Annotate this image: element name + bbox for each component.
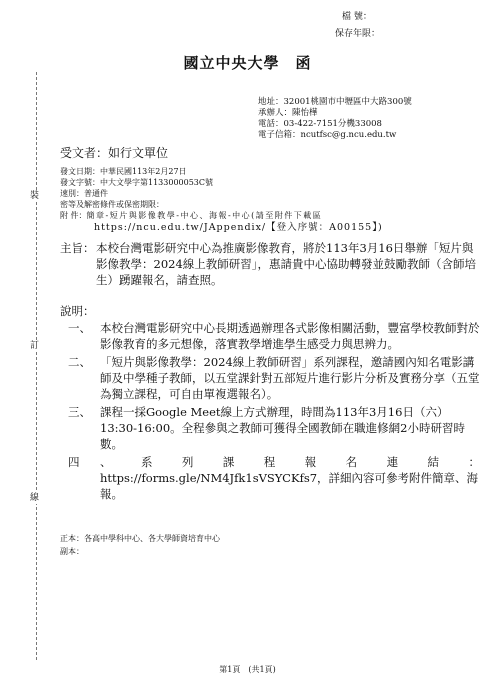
- heading-char: 課: [222, 455, 235, 469]
- heading-char: 系: [140, 455, 153, 469]
- description-items: [68, 320, 480, 504]
- recipient: 受文者：如行文單位: [60, 146, 169, 160]
- cc-block: [60, 532, 220, 558]
- attachment-label: 附 件：: [60, 211, 87, 220]
- contact-handler: 承辦人：陳怡樺: [258, 108, 318, 118]
- contact-email: 電子信箱：ncutfsc@g.ncu.edu.tw: [258, 130, 397, 140]
- description-label: 說明：: [60, 304, 95, 318]
- item-number: 一、: [68, 321, 91, 335]
- list-item: [68, 354, 480, 402]
- contact-block: [258, 97, 412, 141]
- item-number: 四: [68, 455, 80, 469]
- primary-recipients: 正本：各高中學科中心、各大學師資培育中心: [60, 534, 220, 543]
- subject-label: 主旨：: [60, 241, 95, 255]
- list-item: [68, 454, 480, 502]
- heading-char: 連: [386, 455, 399, 469]
- meta-block: [60, 166, 475, 233]
- copy-recipients: 副本：: [60, 547, 84, 556]
- binding-char-ding: 訂: [30, 341, 40, 351]
- heading-char: 名: [345, 455, 358, 469]
- attachment-text: 簡章-短片與影像教學-中心、海報-中心(請至附件下載區: [86, 211, 323, 220]
- item-text: 「短片與影像教學：2024線上教師研習」系列課程，邀請國內知名電影講師及中學種子教師，以五堂課針對五部短片進行影片分析及實務分享（五堂為獨立課程，可自由單複選報名）。: [100, 355, 480, 401]
- subject-text: 本校台灣電影研究中心為推廣影像教育，將於113年3月16日舉辦「短片與影像教學：2024線上教師研習」，惠請貴中心協助轉發並鼓勵教師（含師培生）踴躍報名，請查照。: [96, 241, 477, 287]
- heading-char: 結: [427, 455, 439, 469]
- heading-char: ：: [468, 455, 480, 469]
- retention-label: 保存年限：: [335, 29, 381, 39]
- heading-char: 列: [181, 455, 194, 469]
- speed-type: 速別：普通件: [60, 189, 108, 198]
- heading-char: 報: [304, 455, 317, 469]
- heading-char: 程: [263, 455, 276, 469]
- binding-char-zhuang: 裝: [30, 191, 40, 201]
- attachment-row: [60, 210, 475, 221]
- heading-char: 、: [100, 455, 112, 469]
- document-number: 發文字號：中大文學字第1133000053C號: [60, 178, 214, 187]
- item-number: 三、: [68, 405, 91, 419]
- item-text: 本校台灣電影研究中心長期透過辦理各式影像相關活動，豐富學校教師對於影像教育的多元想像，落實教學增進學生感受力與思辨力。: [100, 321, 480, 351]
- list-item: [68, 320, 480, 352]
- contact-address: 地址：32001桃園市中壢區中大路300號: [258, 97, 412, 107]
- issue-date: 發文日期：中華民國113年2月27日: [60, 167, 187, 176]
- item-text: 課程一採Google Meet線上方式辦理，時間為113年3月16日（六）13:30-16:00。全程參與之教師可獲得全國教師在職進修網2小時研習時數。: [100, 405, 465, 451]
- registration-heading: [100, 454, 480, 470]
- binding-dashed-line: [36, 72, 37, 660]
- secrecy-level: 密等及解密條件或保密期限：: [60, 200, 164, 209]
- binding-char-xian: 線: [30, 493, 40, 503]
- document-title: 國立中央大學 函: [183, 54, 312, 72]
- attachment-link[interactable]: https://ncu.edu.tw/JAppendix/【登入序號：A00155】): [94, 222, 383, 233]
- list-item: [68, 404, 480, 452]
- registration-link[interactable]: https://forms.gle/NM4Jfk1sVSYCKfs7，詳細內容可參考附件簡章、海報。: [100, 471, 479, 501]
- subject: [60, 240, 480, 288]
- item-number: 二、: [68, 355, 91, 369]
- contact-phone: 電話：03-422-7151分機33008: [258, 119, 382, 129]
- page-number: 第1頁 (共1頁): [219, 665, 276, 674]
- file-number-label: 檔 號：: [342, 12, 372, 22]
